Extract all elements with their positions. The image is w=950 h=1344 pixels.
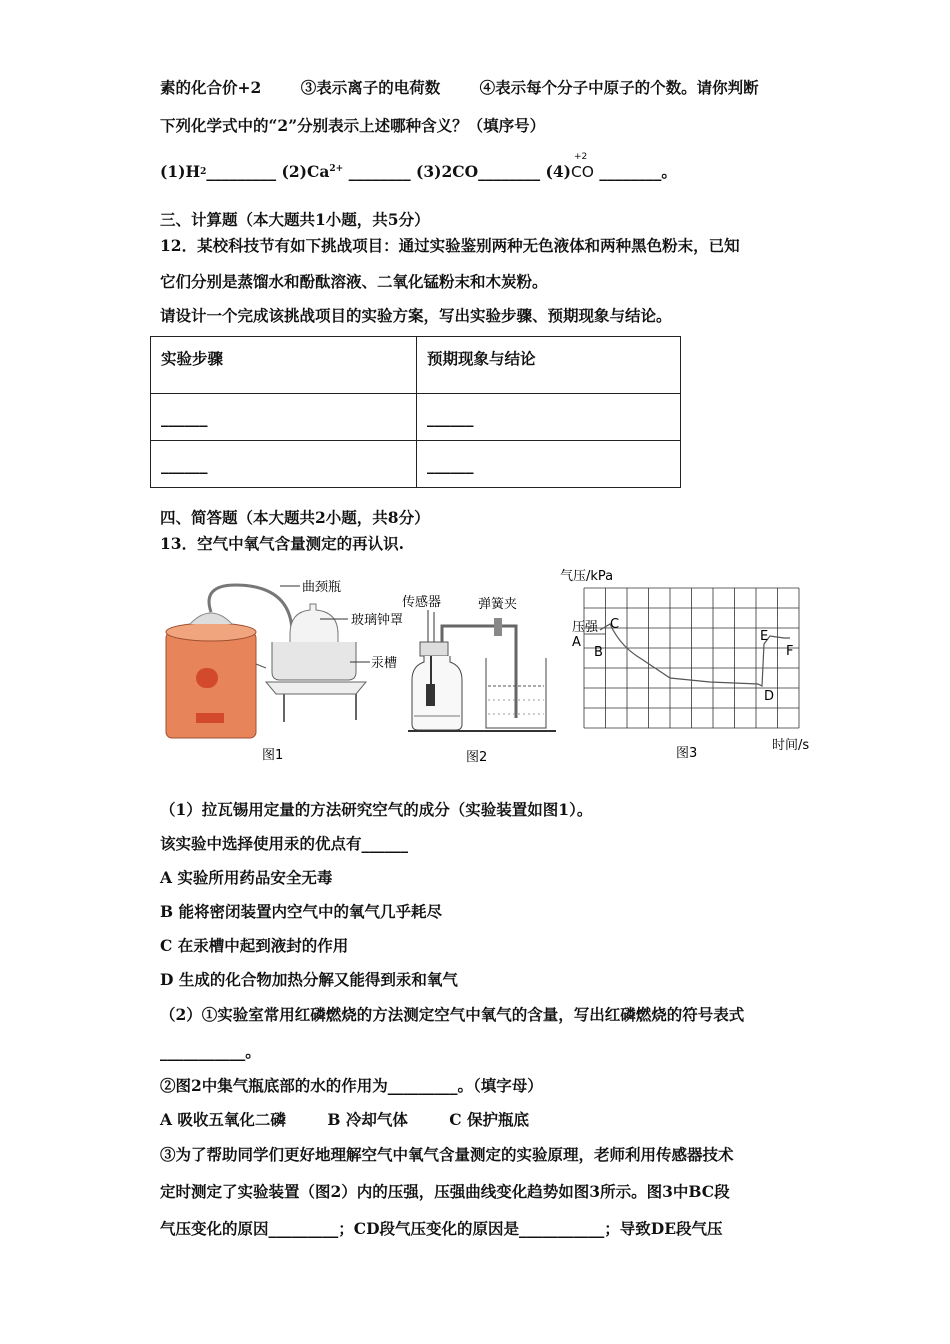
gas-bottle	[412, 656, 462, 730]
option-b[interactable]: B 能将密闭装置内空气中的氧气几乎耗尽	[160, 902, 442, 921]
option-absorb[interactable]: A 吸收五氧化二磷	[160, 1110, 286, 1129]
blank-1[interactable]: _________	[206, 162, 277, 181]
mercury-advantage: 该实验中选择使用汞的优点有______	[160, 834, 409, 853]
section-4-title: 四、简答题（本大题共2小题，共8分）	[160, 508, 430, 527]
header-results: 预期现象与结论	[417, 337, 681, 394]
label-trough: 汞槽	[371, 656, 398, 671]
label-clip: 弹簧夹	[478, 597, 518, 612]
phosphorus	[426, 684, 435, 706]
option-c[interactable]: C 在汞槽中起到液封的作用	[160, 936, 349, 955]
part-2-3-line-1: ③为了帮助同学们更好地理解空气中氧气含量测定的实验原理，老师利用传感器技术	[160, 1145, 734, 1164]
blank-2[interactable]: ________	[343, 162, 411, 181]
text-atom-count: ④表示每个分子中原子的个数。请你判断	[479, 78, 759, 97]
header-steps: 实验步骤	[151, 337, 417, 394]
formula-2co: (3)2CO	[416, 162, 479, 181]
q12-line-3: 请设计一个完成该挑战项目的实验方案，写出实验步骤、预期现象与结论。	[160, 306, 672, 325]
formula-co-valence: (4) +2 CO	[545, 152, 594, 181]
stand-top	[266, 682, 366, 694]
point-f: F	[786, 644, 794, 659]
table-row	[151, 394, 681, 441]
part-2-3-line-2: 定时测定了实验装置（图2）内的压强，压强曲线变化趋势如图3所示。图3中BC段	[160, 1182, 730, 1201]
furnace-door	[196, 668, 218, 688]
mercury-trough	[272, 642, 356, 680]
table-header-row	[151, 337, 681, 394]
q12-line-1: 12．某校科技节有如下挑战项目：通过实验鉴别两种无色液体和两种黑色粉末，已知	[160, 236, 740, 255]
option-protect[interactable]: C 保护瓶底	[449, 1110, 529, 1129]
spring-clip	[494, 618, 502, 636]
furnace-top	[166, 623, 256, 641]
q12-line-2: 它们分别是蒸馏水和酚酞溶液、二氧化锰粉末和木炭粉。	[160, 272, 548, 291]
figure-2	[402, 588, 573, 768]
point-e: E	[760, 629, 769, 644]
figure-2-caption: 图2	[466, 750, 488, 765]
x-axis-label: 时间/s	[772, 738, 810, 753]
table-cell[interactable]: ______	[417, 394, 681, 441]
grid	[584, 588, 799, 728]
handle	[256, 664, 266, 668]
option-cool[interactable]: B 冷却气体	[327, 1110, 408, 1129]
point-d: D	[764, 689, 775, 704]
point-b: B	[594, 645, 603, 660]
label-sensor: 传感器	[402, 595, 442, 610]
furnace-vent	[196, 713, 224, 723]
label-pressure: 压强	[572, 620, 599, 635]
experiment-table	[150, 336, 681, 488]
blank-4[interactable]: ________	[593, 162, 662, 181]
retort-flask	[190, 613, 232, 624]
baseline	[408, 730, 556, 732]
line-2: 下列化学式中的“2”分别表示上述哪种含义？（填序号）	[160, 116, 546, 135]
part-2-3-line-3: 气压变化的原因_________；CD段气压变化的原因是___________；导致DE段气压	[160, 1219, 723, 1238]
line-1	[160, 78, 759, 98]
formula-h2: (1)H2	[160, 162, 207, 181]
part-2-1-blank[interactable]: ___________。	[160, 1042, 261, 1061]
table-cell[interactable]: ______	[151, 441, 417, 488]
part-1: （1）拉瓦锡用定量的方法研究空气的成分（实验装置如图1）。	[160, 800, 593, 819]
formula-line: (1)H2_________ $(2)Ca^{2+}$ ________ (3)2CO________ (4) +2 CO ________。	[160, 152, 677, 181]
table-row	[151, 441, 681, 488]
part-2-2-options	[160, 1110, 529, 1130]
part-2-2: ②图2中集气瓶底部的水的作用为_________。（填字母）	[160, 1076, 543, 1095]
figure-1	[160, 572, 415, 767]
figure-3-caption: 图3	[676, 746, 698, 761]
table-cell[interactable]: ______	[151, 394, 417, 441]
text-valence: 素的化合价+2	[160, 78, 262, 97]
label-bell-jar: 玻璃钟罩	[351, 613, 404, 628]
section-3-title: 三、计算题（本大题共1小题，共5分）	[160, 210, 430, 229]
figure-1-caption: 图1	[262, 748, 284, 763]
option-d[interactable]: D 生成的化合物加热分解又能得到汞和氧气	[160, 970, 458, 989]
stopper	[420, 642, 448, 656]
formula-ca: $(2)Ca^{2+}$	[281, 162, 344, 181]
figure-3	[560, 566, 830, 766]
q13-title: 13．空气中氧气含量测定的再认识.	[160, 534, 404, 553]
point-c: C	[610, 617, 620, 632]
blank-3[interactable]: ________	[478, 162, 541, 181]
point-a: A	[572, 635, 581, 650]
label-retort: 曲颈瓶	[302, 580, 342, 595]
text-ion-charge: ③表示离子的电荷数	[300, 78, 441, 97]
y-axis-label: 气压/kPa	[560, 569, 614, 584]
table-cell[interactable]: ______	[417, 441, 681, 488]
option-a[interactable]: A 实验所用药品安全无毒	[160, 868, 333, 887]
part-2-1: （2）①实验室常用红磷燃烧的方法测定空气中氧气的含量，写出红磷燃烧的符号表式	[160, 1005, 745, 1024]
